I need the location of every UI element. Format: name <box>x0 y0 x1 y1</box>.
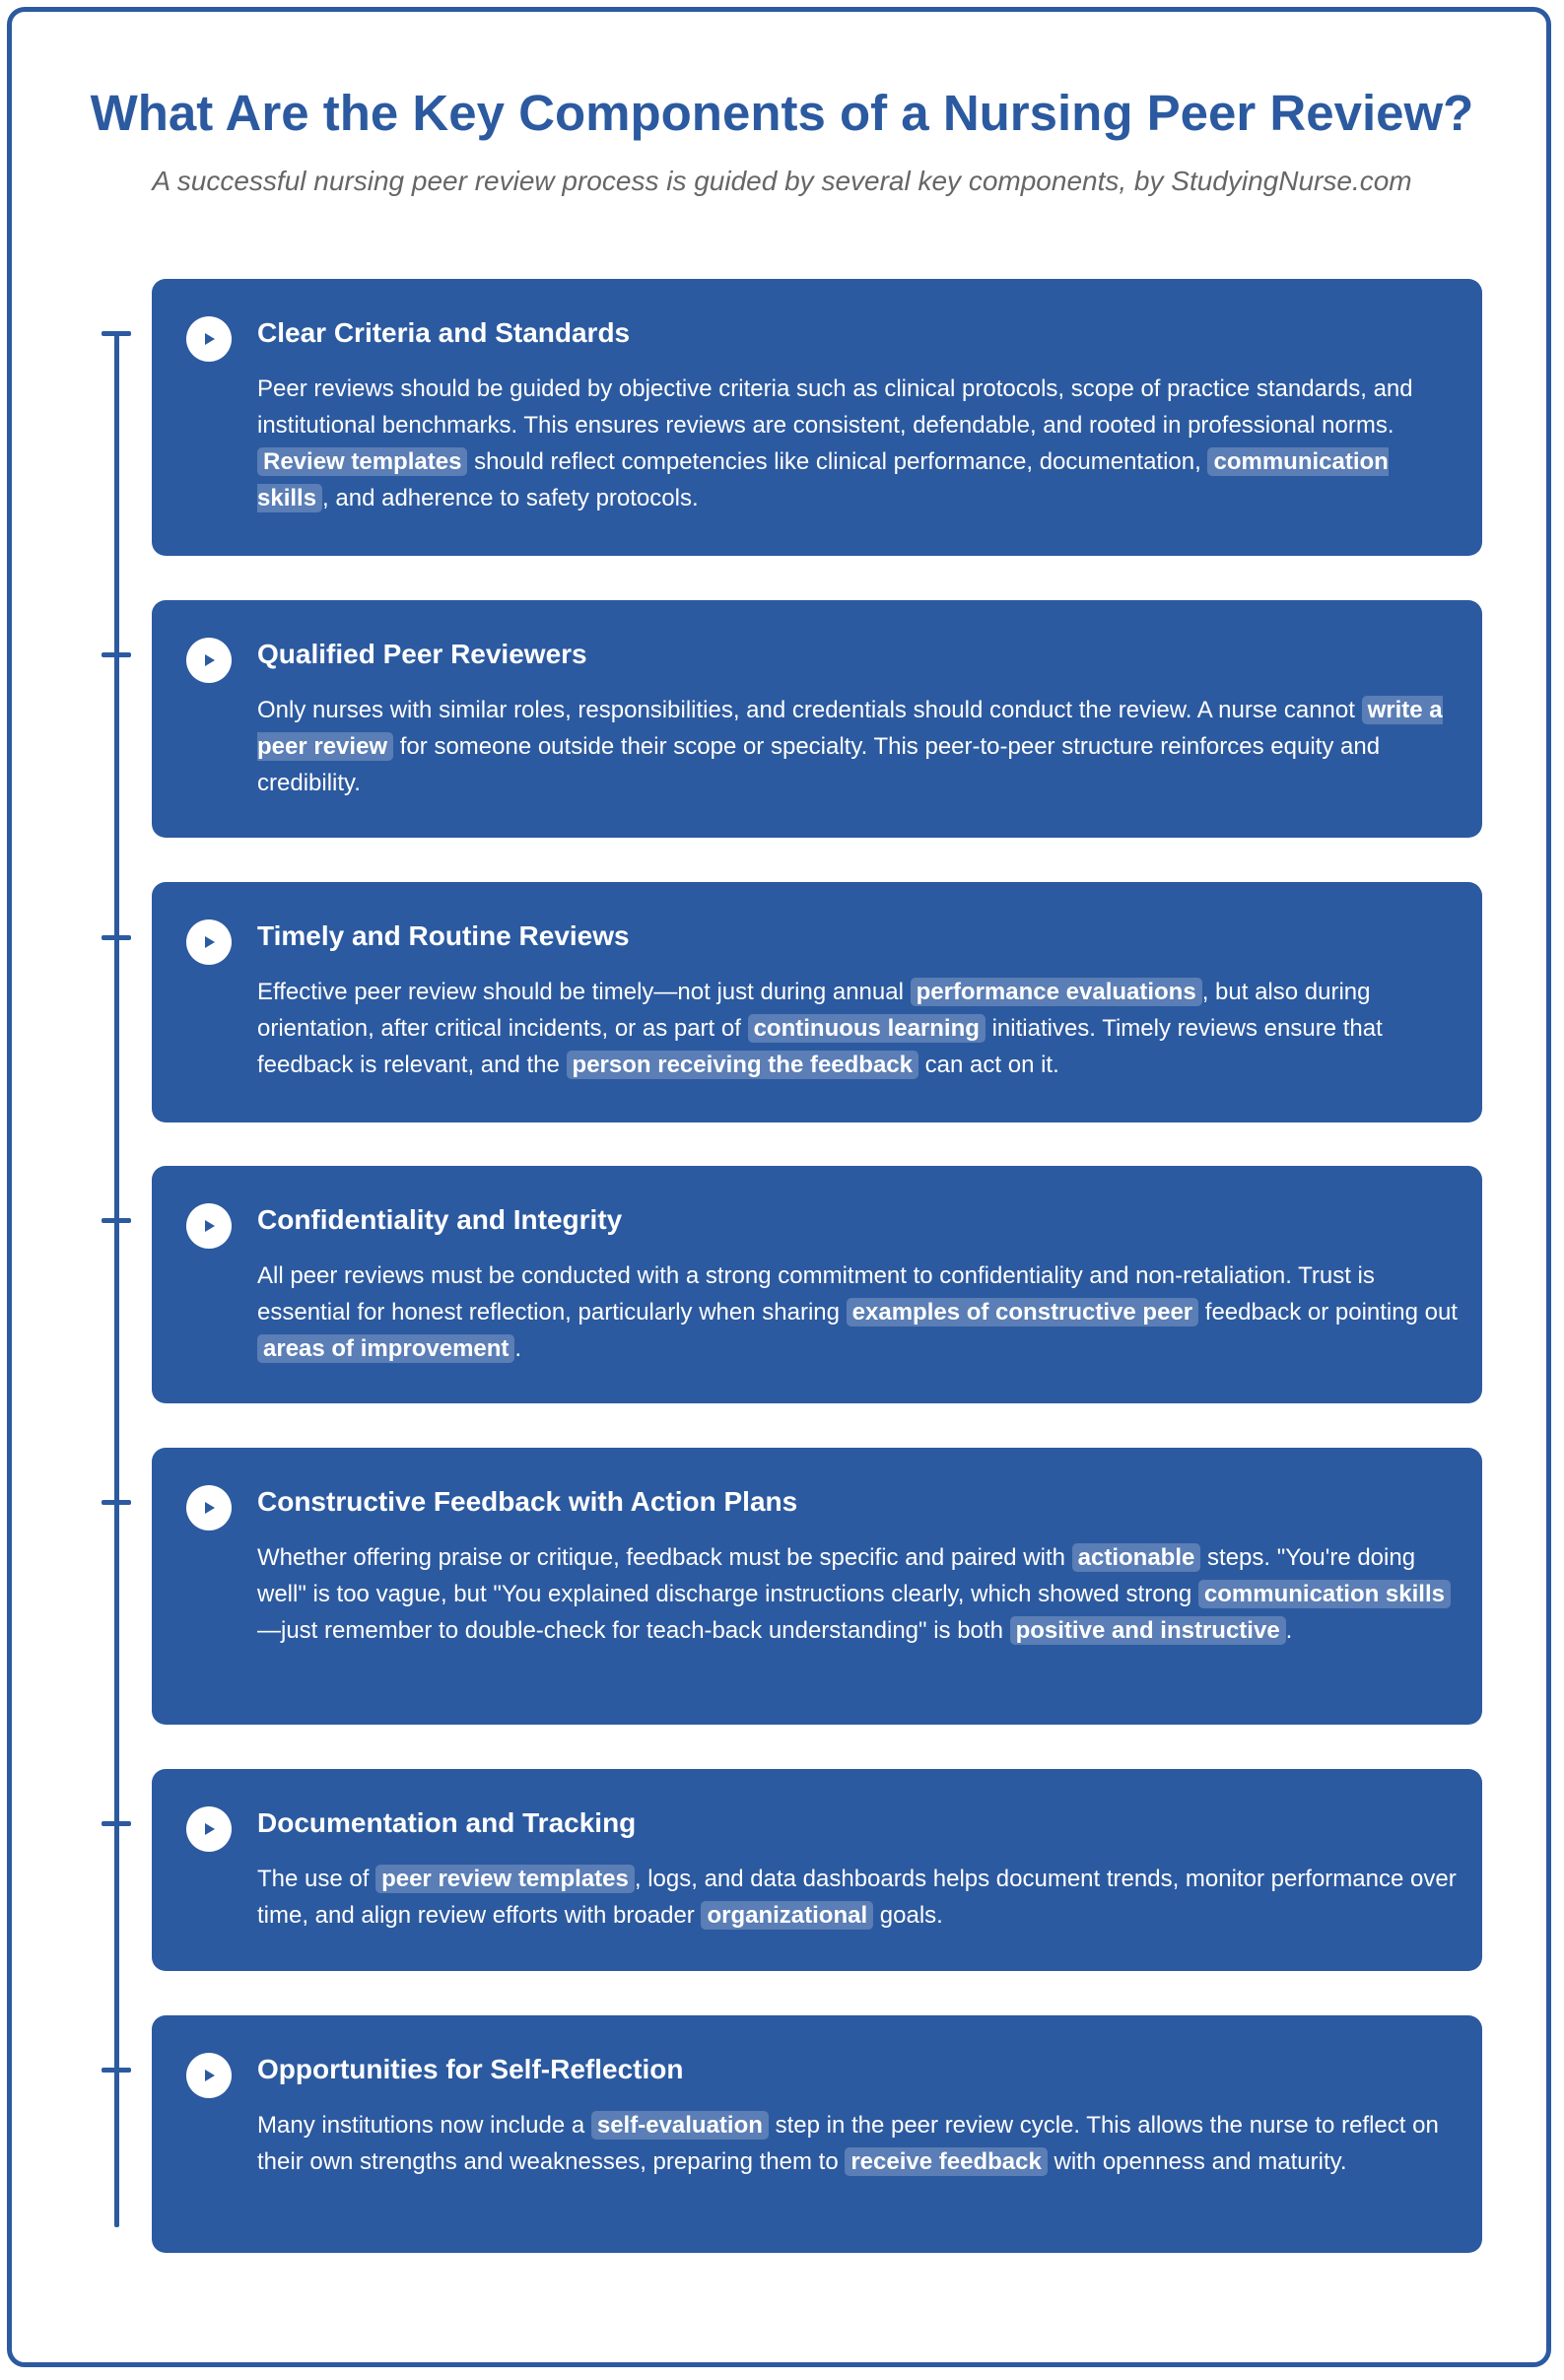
play-icon <box>186 638 232 683</box>
card-title: Timely and Routine Reviews <box>257 920 630 951</box>
body-text: , and adherence to safety protocols. <box>322 485 699 511</box>
play-icon <box>186 2053 232 2098</box>
card-title: Constructive Feedback with Action Plans <box>257 1486 798 1517</box>
component-card <box>152 600 1482 838</box>
timeline-tick <box>102 1821 131 1826</box>
body-text: Only nurses with similar roles, responsibilities, and credentials should conduct the review. A nurse cannot <box>257 697 1362 723</box>
card-body <box>257 1861 1464 1934</box>
play-icon <box>186 316 232 362</box>
body-text: goals. <box>873 1902 943 1929</box>
component-card <box>152 1769 1482 1971</box>
body-text: , but also during orientation, after critical incidents, or as part of <box>257 979 1371 1042</box>
component-card <box>152 279 1482 556</box>
body-text: feedback or pointing out <box>1198 1299 1458 1326</box>
card-title: Qualified Peer Reviewers <box>257 639 587 669</box>
card-body <box>257 1258 1464 1367</box>
component-card <box>152 1448 1482 1725</box>
highlight-keyword: write a peer review <box>257 697 1443 760</box>
body-text: for someone outside their scope or specialty. This peer-to-peer structure reinforces equity and credibility. <box>257 733 1381 796</box>
body-text: Effective peer review should be timely—not just during annual <box>257 979 911 1005</box>
card-title: Confidentiality and Integrity <box>257 1204 623 1235</box>
timeline-tick <box>102 935 131 940</box>
component-card <box>152 2015 1482 2253</box>
highlight-keyword: positive and instructive <box>1010 1616 1286 1645</box>
body-text: , logs, and data dashboards helps document trends, monitor performance over time, and align review efforts with broader <box>257 1866 1457 1929</box>
card-body <box>257 1539 1464 1649</box>
timeline-tick <box>102 652 131 657</box>
highlight-keyword: receive feedback <box>845 2147 1047 2176</box>
page-title: What Are the Key Components of a Nursing Peer Review? <box>90 85 1474 141</box>
card-body <box>257 974 1464 1083</box>
highlight-keyword: peer review templates <box>375 1865 635 1893</box>
highlight-keyword: Review templates <box>257 447 467 476</box>
timeline-tick <box>102 1500 131 1505</box>
body-text: initiatives. Timely reviews ensure that feedback is relevant, and the <box>257 1015 1383 1078</box>
body-text: Many institutions now include a <box>257 2112 591 2139</box>
body-text: Whether offering praise or critique, feedback must be specific and paired with <box>257 1544 1072 1571</box>
highlight-keyword: person receiving the feedback <box>567 1051 918 1079</box>
highlight-keyword: communication skills <box>1198 1580 1451 1608</box>
timeline-tick <box>102 1218 131 1223</box>
play-icon <box>186 1203 232 1249</box>
body-text: All peer reviews must be conducted with a strong commitment to confidentiality and non-retaliation. Trust is essential for honest reflection, particularly when sharing <box>257 1262 1375 1326</box>
play-icon <box>186 1806 232 1852</box>
card-body <box>257 2107 1464 2180</box>
page-subtitle: A successful nursing peer review process is guided by several key components, by StudyingNurse.com <box>152 166 1412 196</box>
card-title: Documentation and Tracking <box>257 1807 637 1838</box>
card-body <box>257 692 1464 801</box>
highlight-keyword: actionable <box>1072 1543 1201 1572</box>
timeline-tick <box>102 331 131 336</box>
highlight-keyword: areas of improvement <box>257 1334 514 1363</box>
highlight-keyword: performance evaluations <box>911 978 1202 1006</box>
body-text: step in the peer review cycle. This allows the nurse to reflect on their own strengths and weaknesses, preparing them to <box>257 2112 1439 2175</box>
card-title: Clear Criteria and Standards <box>257 317 631 348</box>
body-text: . <box>1285 1617 1293 1644</box>
body-text: steps. "You're doing well" is too vague, but "You explained discharge instructions clearly, which showed strong <box>257 1544 1416 1607</box>
play-icon <box>186 919 232 965</box>
highlight-keyword: self-evaluation <box>591 2111 769 2140</box>
component-card <box>152 1166 1482 1403</box>
highlight-keyword: examples of constructive peer <box>847 1298 1198 1326</box>
body-text: . <box>514 1335 522 1362</box>
component-card <box>152 882 1482 1122</box>
body-text: —just remember to double-check for teach-back understanding" is both <box>257 1617 1010 1644</box>
body-text: can act on it. <box>918 1052 1059 1078</box>
card-body <box>257 371 1464 516</box>
body-text: The use of <box>257 1866 376 1892</box>
body-text: Peer reviews should be guided by objective criteria such as clinical protocols, scope of practice standards, and institutional benchmarks. This ensures reviews are consistent, defendable, and rooted in professional norms. <box>257 375 1413 439</box>
card-title: Opportunities for Self-Reflection <box>257 2054 684 2084</box>
timeline-tick <box>102 2068 131 2073</box>
highlight-keyword: communication skills <box>257 448 1389 511</box>
highlight-keyword: continuous learning <box>748 1014 986 1043</box>
highlight-keyword: organizational <box>701 1901 873 1930</box>
body-text: should reflect competencies like clinical performance, documentation, <box>467 448 1208 475</box>
timeline-line <box>114 335 119 2227</box>
body-text: with openness and maturity. <box>1047 2148 1347 2175</box>
play-icon <box>186 1485 232 1530</box>
